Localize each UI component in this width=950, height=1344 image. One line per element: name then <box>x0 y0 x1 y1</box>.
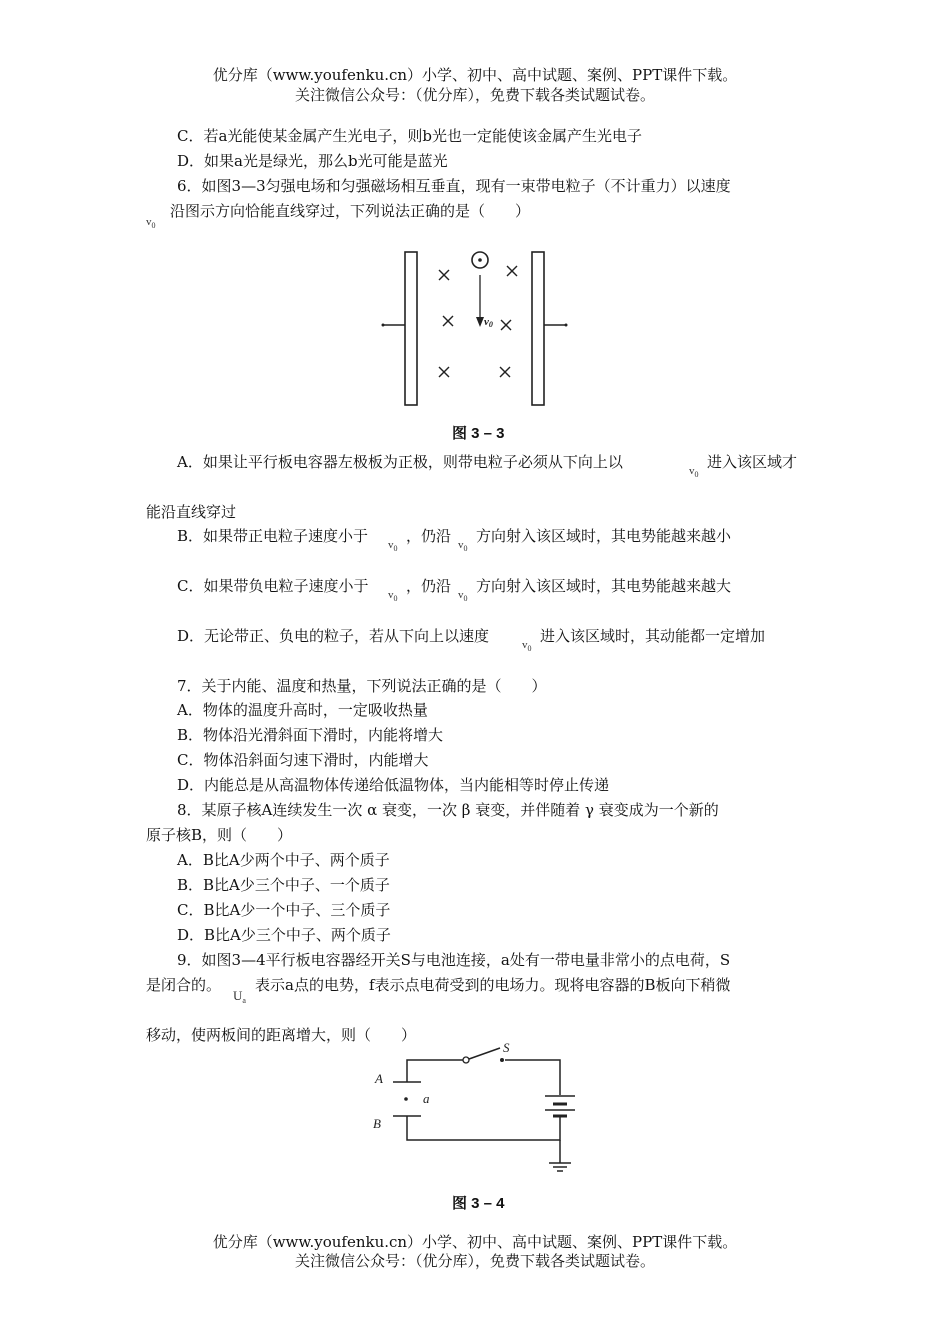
q6-option-d-part-2: 进入该区域时，其动能都一定增加 <box>540 627 766 645</box>
q5-option-d: D．如果a光是绿光，那么b光可能是蓝光 <box>177 152 448 170</box>
q6-option-b-part-2: ，仍沿 <box>406 527 452 545</box>
q6-option-b-v0-2: $v_0$ <box>458 539 468 553</box>
q8-option-d: D．B比A少三个中子、两个质子 <box>177 926 391 944</box>
q6-option-a-v0: $v_0$ <box>689 465 699 479</box>
q6-option-c-v0-1: $v_0$ <box>388 589 398 603</box>
q6-option-c-part-2: ，仍沿 <box>406 577 452 595</box>
q8-stem-line-1: 8．某原子核A连续发生一次 α 衰变，一次 β 衰变，并伴随着 γ 衰变成为一个新的 <box>177 801 719 819</box>
battery-icon <box>545 1096 575 1116</box>
svg-text:v0 <box>484 316 493 329</box>
left-plate <box>405 252 417 405</box>
q6-stem-line-1: 6．如图3—3匀强电场和匀强磁场相互垂直，现有一束带电粒子（不计重力）以速度 <box>177 177 731 195</box>
q7-option-b: B．物体沿光滑斜面下滑时，内能将增大 <box>177 726 444 744</box>
figure-3-4 <box>365 1040 585 1180</box>
q9-stem-line-1: 9．如图3—4平行板电容器经开关S与电池连接，a处有一带电量非常小的点电荷，S <box>177 951 731 969</box>
q9-stem-line-2b: 表示a点的电势，f表示点电荷受到的电场力。现将电容器的B板向下稍微 <box>255 976 731 994</box>
fig-v-sub: 0 <box>488 320 493 329</box>
q5-option-c: C．若a光能使某金属产生光电子，则b光也一定能使该金属产生光电子 <box>177 127 643 145</box>
q6-option-c-part-1: C．如果带负电粒子速度小于 <box>177 577 369 595</box>
label-b-plate: B <box>373 1116 381 1131</box>
q6-option-a-part-2: 进入该区域才 <box>707 453 798 471</box>
right-plate <box>532 252 544 405</box>
footer-line-2: 关注微信公众号：（优分库），免费下载各类试题试卷。 <box>294 1252 655 1270</box>
q6-stem-line-2: 沿图示方向恰能直线穿过，下列说法正确的是（ ） <box>170 202 531 220</box>
point-charge-a <box>404 1097 408 1101</box>
q6-v0-symbol: $v_0$ <box>146 216 156 230</box>
q7-stem: 7．关于内能、温度和热量，下列说法正确的是（ ） <box>177 677 547 695</box>
figure-3-4-caption: 图 3 – 4 <box>452 1195 505 1212</box>
q8-stem-line-2: 原子核B，则（ ） <box>146 826 293 844</box>
figure-3-3-caption: 图 3 – 3 <box>452 425 505 442</box>
q7-option-d: D．内能总是从高温物体传递给低温物体，当内能相等时停止传递 <box>177 776 610 794</box>
q7-option-a: A．物体的温度升高时，一定吸收热量 <box>177 701 428 719</box>
q8-option-b: B．B比A少三个中子、一个质子 <box>177 876 390 894</box>
footer-line-1: 优分库（www.youfenku.cn）小学、初中、高中试题、案例、PPT课件下载。 <box>212 1233 738 1251</box>
q9-ua-symbol: $U_a$ <box>233 988 246 1005</box>
label-a-plate: A <box>375 1071 383 1086</box>
q6-option-d-part-1: D．无论带正、负电的粒子，若从下向上以速度 <box>177 627 490 645</box>
header-line-2: 关注微信公众号：（优分库），免费下载各类试题试卷。 <box>294 86 655 104</box>
q6-option-b-part-3: 方向射入该区域时，其电势能越来越小 <box>476 527 732 545</box>
q6-option-a-part-1: A．如果让平行板电容器左极板为正极，则带电粒子必须从下向上以 <box>177 453 623 471</box>
q6-option-c-v0-2: $v_0$ <box>458 589 468 603</box>
q6-option-a-part-3: 能沿直线穿过 <box>146 503 237 521</box>
switch-s <box>469 1048 500 1059</box>
q8-option-a: A．B比A少两个中子、两个质子 <box>177 851 390 869</box>
label-a-point: a <box>423 1091 430 1106</box>
q6-option-c-part-3: 方向射入该区域时，其电势能越来越大 <box>476 577 732 595</box>
q6-option-b-part-1: B．如果带正电粒子速度小于 <box>177 527 369 545</box>
q9-stem-line-3: 移动，使两板间的距离增大，则（ ） <box>146 1026 417 1044</box>
velocity-arrow <box>476 275 484 327</box>
q6-option-d-v0: $v_0$ <box>522 639 532 653</box>
fig-v-label: v <box>484 316 489 328</box>
q8-option-c: C．B比A少一个中子、三个质子 <box>177 901 391 919</box>
figure-3-3 <box>375 245 575 415</box>
label-s: S <box>503 1040 510 1055</box>
header-line-1: 优分库（www.youfenku.cn）小学、初中、高中试题、案例、PPT课件下载。 <box>212 66 738 84</box>
q9-stem-line-2a: 是闭合的。 <box>146 976 222 994</box>
q6-option-b-v0-1: $v_0$ <box>388 539 398 553</box>
q7-option-c: C．物体沿斜面匀速下滑时，内能增大 <box>177 751 429 769</box>
